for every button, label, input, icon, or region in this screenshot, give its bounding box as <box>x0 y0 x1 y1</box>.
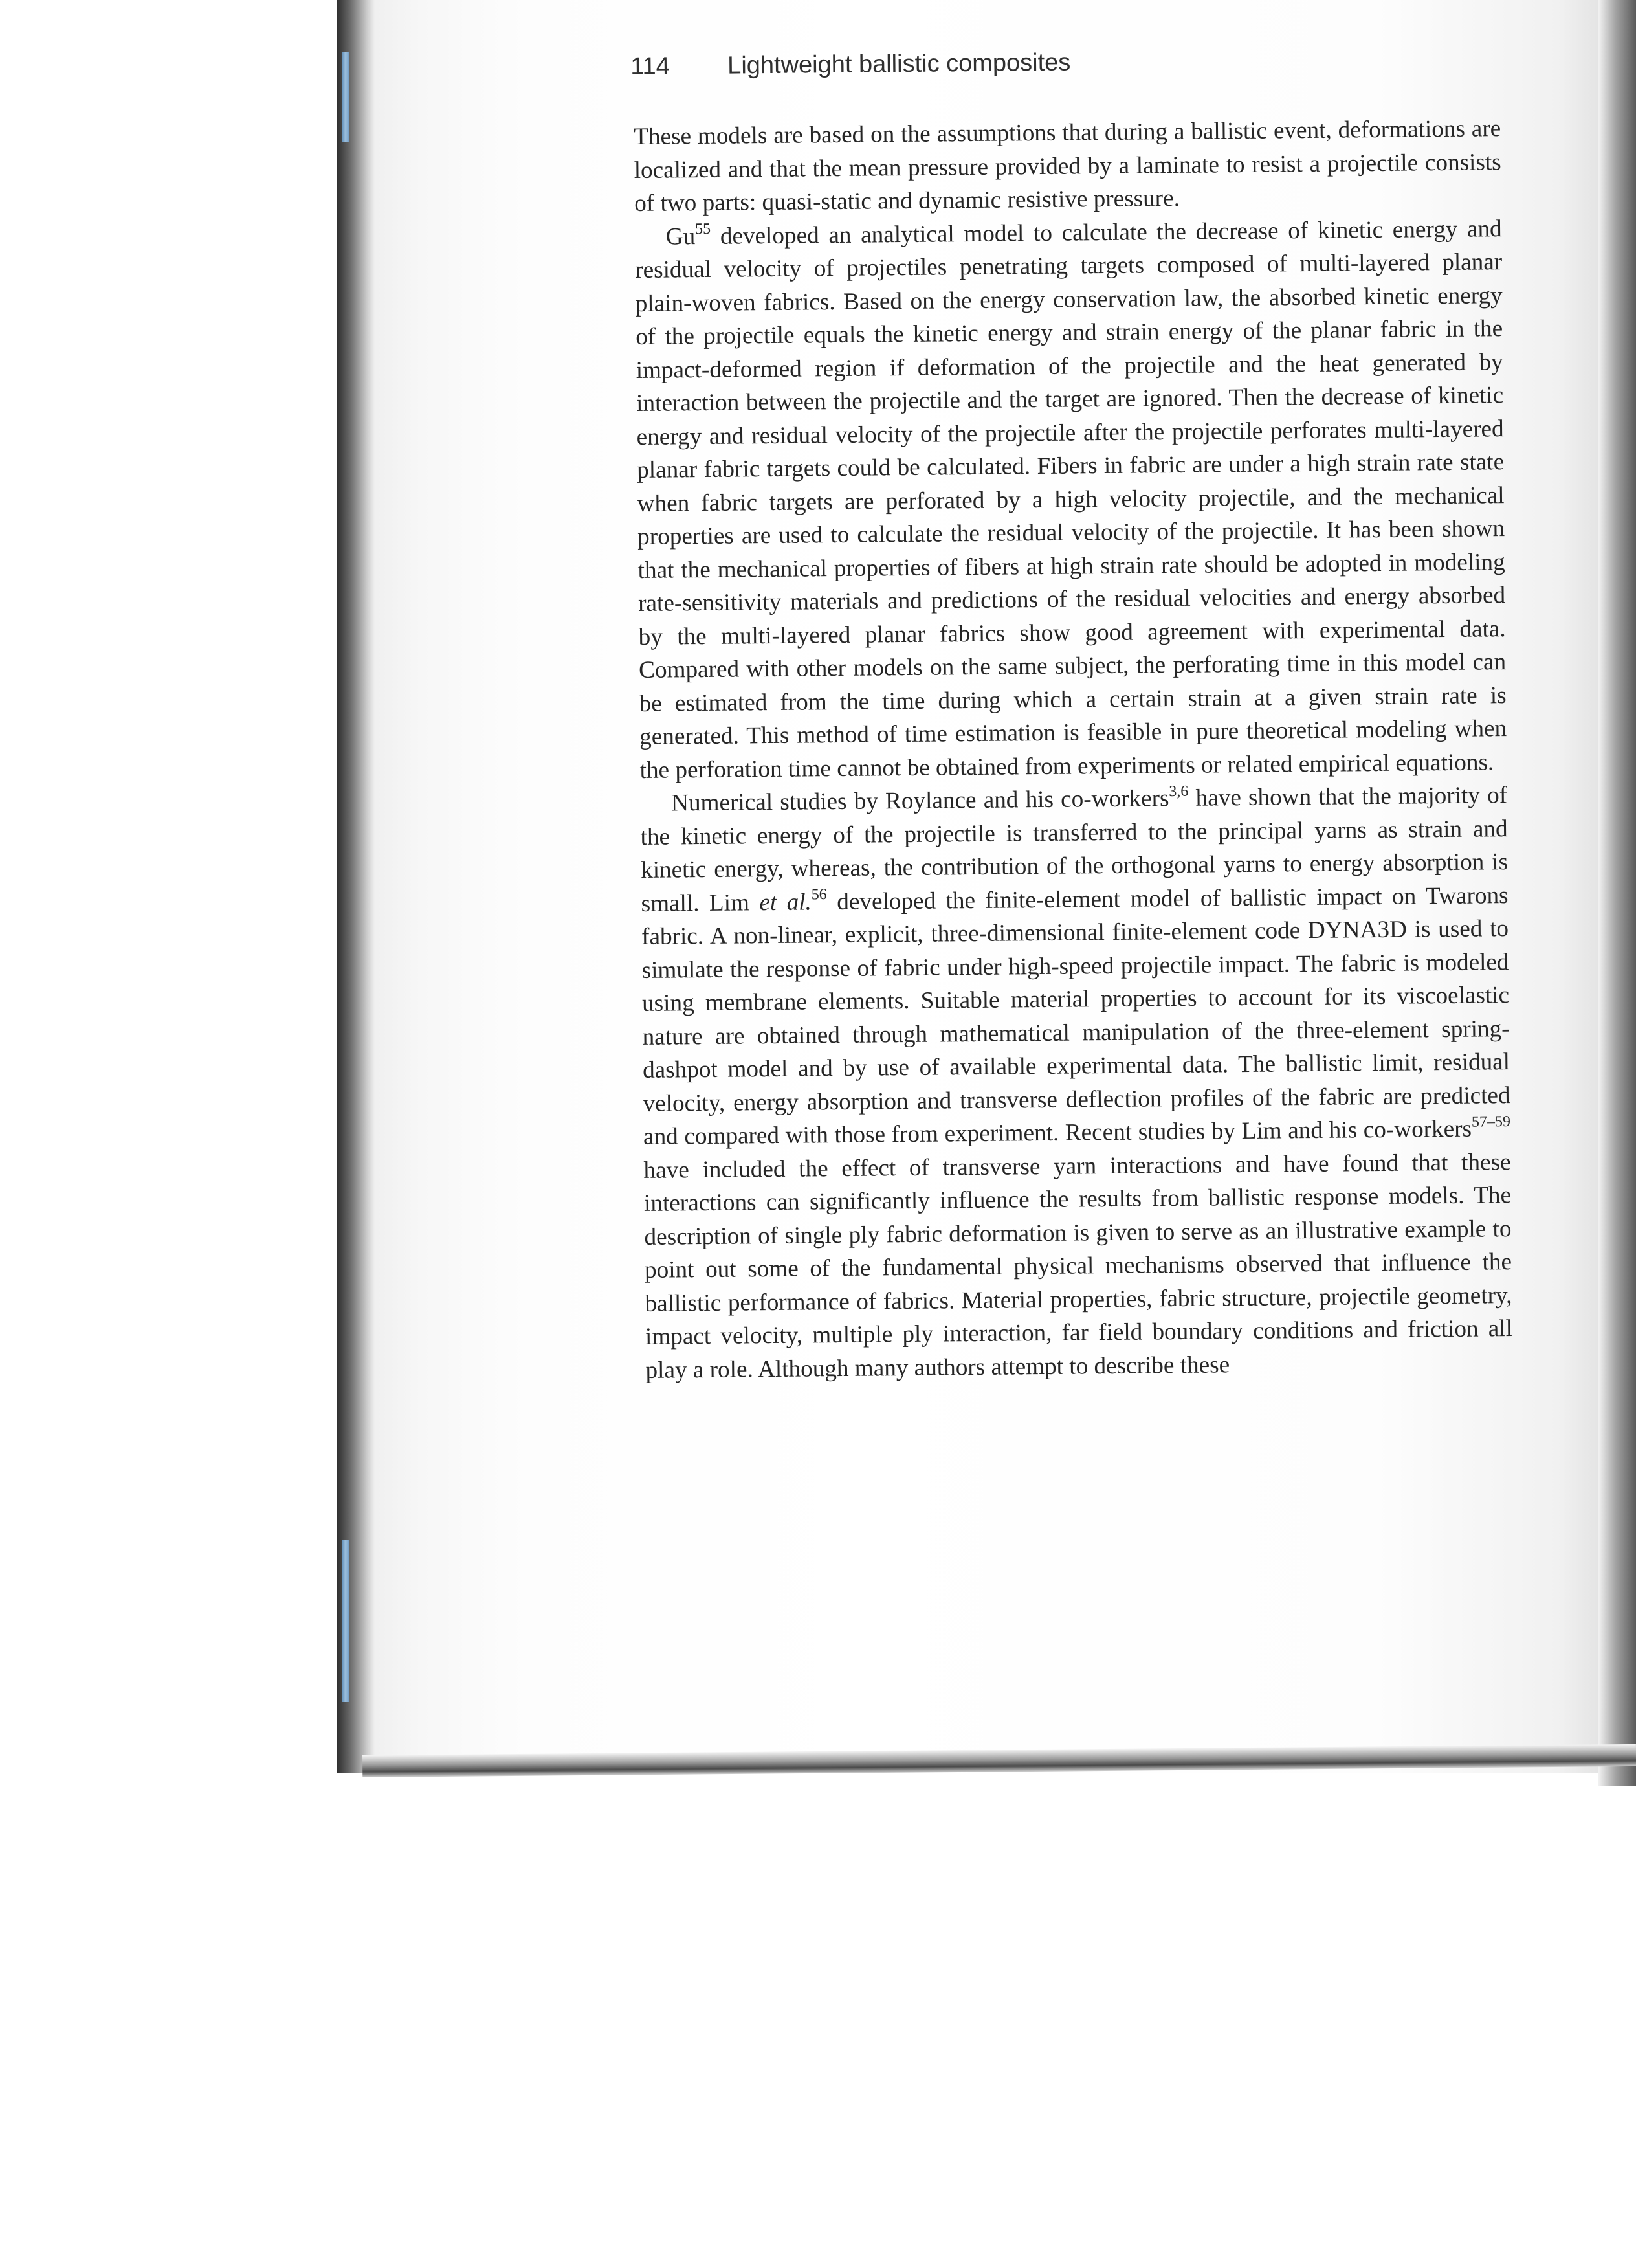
spine-binding-band-top <box>342 52 349 142</box>
page-right-edge-shadow <box>1598 0 1636 1786</box>
paragraph-1 <box>634 112 1501 220</box>
et-al-italic: et al. <box>759 888 812 916</box>
paragraph-2-lead: Gu <box>665 223 696 250</box>
book-spine-shadow <box>337 0 375 1773</box>
paragraph-3-part-3: developed the finite-element model of ballistic impact on Twarons fabric. A non-linear, explicit, three-dimensional finite-element code DYNA3D is used to simulate the response of fabric under high-speed projectile impact. The fabric is modeled using membrane elements. Suitable material properties to account for its viscoelastic nature are obtained through mathematical manipulation of the three-element spring-dashpot model and by use of available experimental data. The ballistic limit, residual velocity, energy absorption and transverse deflection profiles of the fabric are predicted and compared with those from experiment. Recent studies by Lim and his co-workers <box>641 882 1510 1150</box>
paragraph-3-part-1: Numerical studies by Roylance and his co-workers <box>670 785 1169 817</box>
running-head <box>630 45 1501 94</box>
citation-ref: 57–59 <box>1471 1113 1511 1131</box>
citation-ref: 55 <box>694 220 711 238</box>
paragraph-3 <box>640 779 1513 1387</box>
book-title: Lightweight ballistic composites <box>727 49 1071 80</box>
body-text <box>634 112 1513 1387</box>
paragraph-3-part-4: have included the effect of transverse yarn interactions and have found that these interactions can significantly influence the results from ballistic response models. The description of single ply fabric deformation is given to serve as an illustrative example to point out some of the fundamental physical mechanisms observed that influence the ballistic performance of fabrics. Material properties, fabric structure, projectile geometry, impact velocity, multiple ply interaction, far field boundary conditions and friction all play a role. Although many authors attempt to describe these <box>643 1148 1513 1384</box>
paragraph-2 <box>634 212 1507 787</box>
page-content <box>630 45 1513 1387</box>
paragraph-2-text: developed an analytical model to calculate the decrease of kinetic energy and residual velocity of projectiles penetrating targets composed of multi-layered planar plain-woven fabrics. Based on the energy conservation law, the absorbed kinetic energy of the projectile equals the kinetic energy and strain energy of the planar fabric in the impact-deformed region if deformation of the projectile and the heat generated by interaction between the projectile and the target are ignored. Then the decrease of kinetic energy and residual velocity of the projectile after the projectile perforates multi-layered planar fabric targets could be calculated. Fibers in fabric are under a high strain rate state when fabric targets are perforated by a high velocity projectile, and the mechanical properties are used to calculate the residual velocity of the projectile. It has been shown that the mechanical properties of fibers at high strain rate should be adopted in modeling rate-sensitivity materials and predictions of the residual velocities and energy absorbed by the multi-layered planar fabrics show good agreement with experimental data. Compared with other models on the same subject, the perforating time in this model can be estimated from the time during which a certain strain at a given strain rate is generated. This method of time estimation is feasible in pure theoretical modeling when the perforation time cannot be obtained from experiments or related empirical equations. <box>635 215 1507 784</box>
spine-binding-band-bottom <box>342 1540 349 1702</box>
paragraph-1-text: These models are based on the assumptions that during a ballistic event, deformations are localized and that the mean pressure provided by a laminate to resist a projectile consists of two parts: quasi-static and dynamic resistive pressure. <box>634 115 1501 217</box>
citation-ref: 56 <box>811 886 827 904</box>
page-number: 114 <box>630 52 670 81</box>
citation-ref: 3,6 <box>1169 783 1189 800</box>
paragraph-3-part-2: have shown that the majority of the kinetic energy of the projectile is transferred to the principal yarns as strain and kinetic energy, whereas, the contribution of the orthogonal yarns to energy absorption is small. Lim <box>640 782 1509 917</box>
